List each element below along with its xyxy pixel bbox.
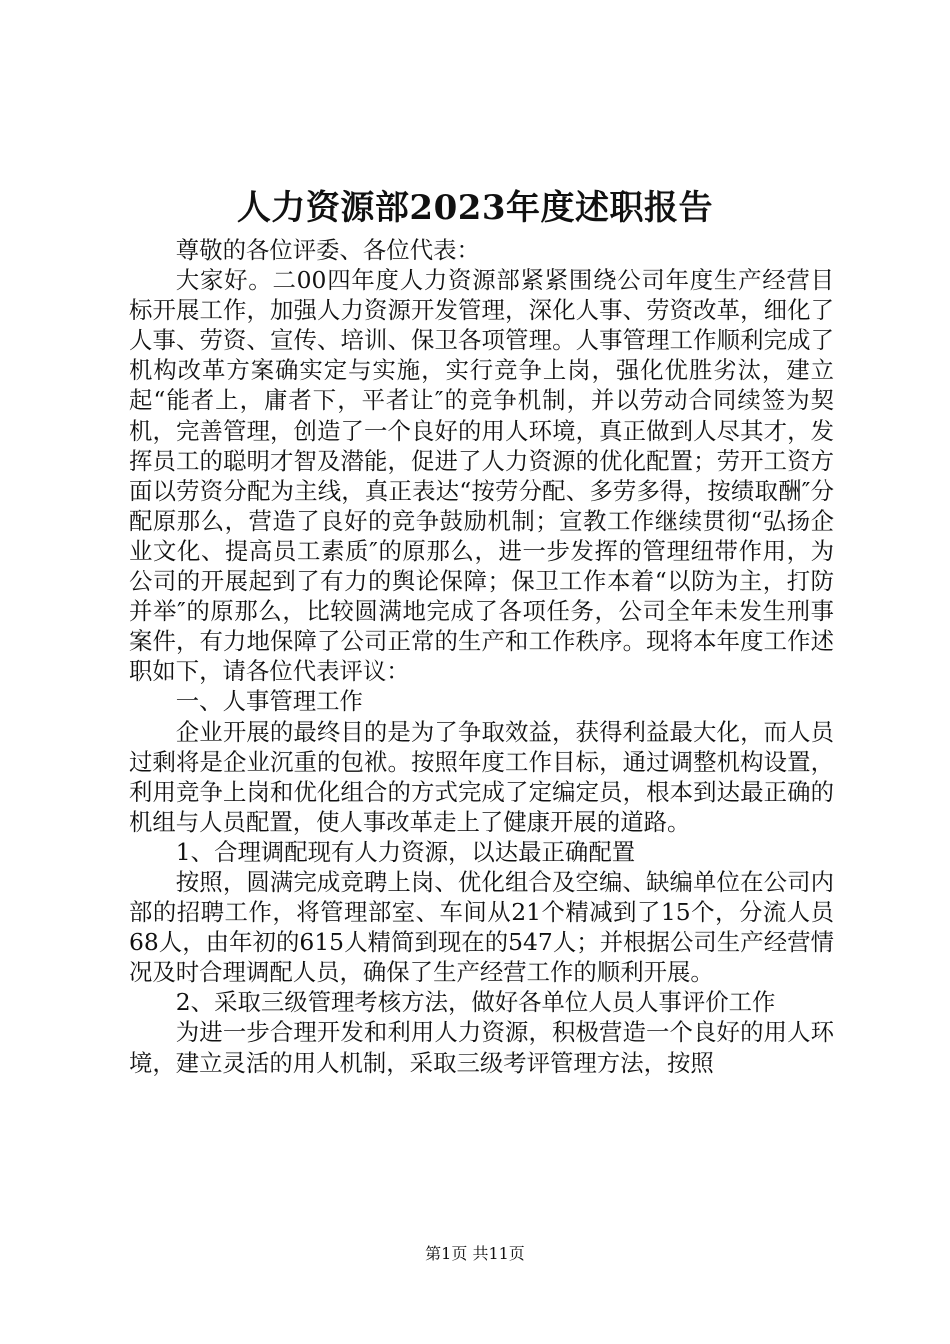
page-footer: 第1页 共11页 bbox=[425, 1244, 525, 1263]
subsection-1-paragraph: 按照，圆满完成竞聘上岗、优化组合及空编、缺编单位在公司内部的招聘工作，将管理部室、车间从21个精减到了15个，分流人员68人，由年初的615人精简到现在的547人；并根据公司生产经营情况及时合理调配人员，确保了生产经营工作的顺利开展。 bbox=[129, 867, 834, 987]
intro-paragraph: 大家好。二00四年度人力资源部紧紧围绕公司年度生产经营目标开展工作，加强人力资源开发管理，深化人事、劳资改革，细化了人事、劳资、宣传、培训、保卫各项管理。人事管理工作顺利完成了机构改革方案确实定与实施，实行竞争上岗，强化优胜劣汰，建立起“能者上，庸者下，平者让″的竞争机制，并以劳动合同续签为契机，完善管理，创造了一个良好的用人环境，真正做到人尽其才，发挥员工的聪明才智及潜能，促进了人力资源的优化配置；劳开工资方面以劳资分配为主线，真正表达“按劳分配、多劳多得，按绩取酬″分配原那么，营造了良好的竞争鼓励机制；宣教工作继续贯彻“弘扬企业文化、提高员工素质″的原那么，进一步发挥的管理纽带作用，为公司的开展起到了有力的舆论保障；保卫工作本着“以防为主，打防并举″的原那么，比较圆满地完成了各项任务，公司全年未发生刑事案件，有力地保障了公司正常的生产和工作秩序。现将本年度工作述职如下，请各位代表评议： bbox=[129, 266, 834, 686]
subsection-heading-2: 2、采取三级管理考核方法，做好各单位人员人事评价工作 bbox=[175, 988, 776, 1017]
subsection-2-paragraph: 为进一步合理开发和利用人力资源，积极营造一个良好的用人环境，建立灵活的用人机制，采取三级考评管理方法，按照 bbox=[129, 1018, 834, 1077]
section-heading-personnel: 一、人事管理工作 bbox=[175, 687, 363, 716]
personnel-paragraph: 企业开展的最终目的是为了争取效益，获得利益最大化，而人员过剩将是企业沉重的包袱。按照年度工作目标，通过调整机构设置，利用竞争上岗和优化组合的方式完成了定编定员，根本到达最正确的机组与人员配置，使人事改革走上了健康开展的道路。 bbox=[129, 717, 834, 836]
document-body bbox=[129, 235, 834, 1078]
document-title: 人力资源部2023年度述职报告 bbox=[236, 188, 714, 228]
salutation-paragraph: 尊敬的各位评委、各位代表： bbox=[175, 236, 480, 264]
subsection-heading-1: 1、合理调配现有人力资源，以达最正确配置 bbox=[175, 837, 636, 866]
